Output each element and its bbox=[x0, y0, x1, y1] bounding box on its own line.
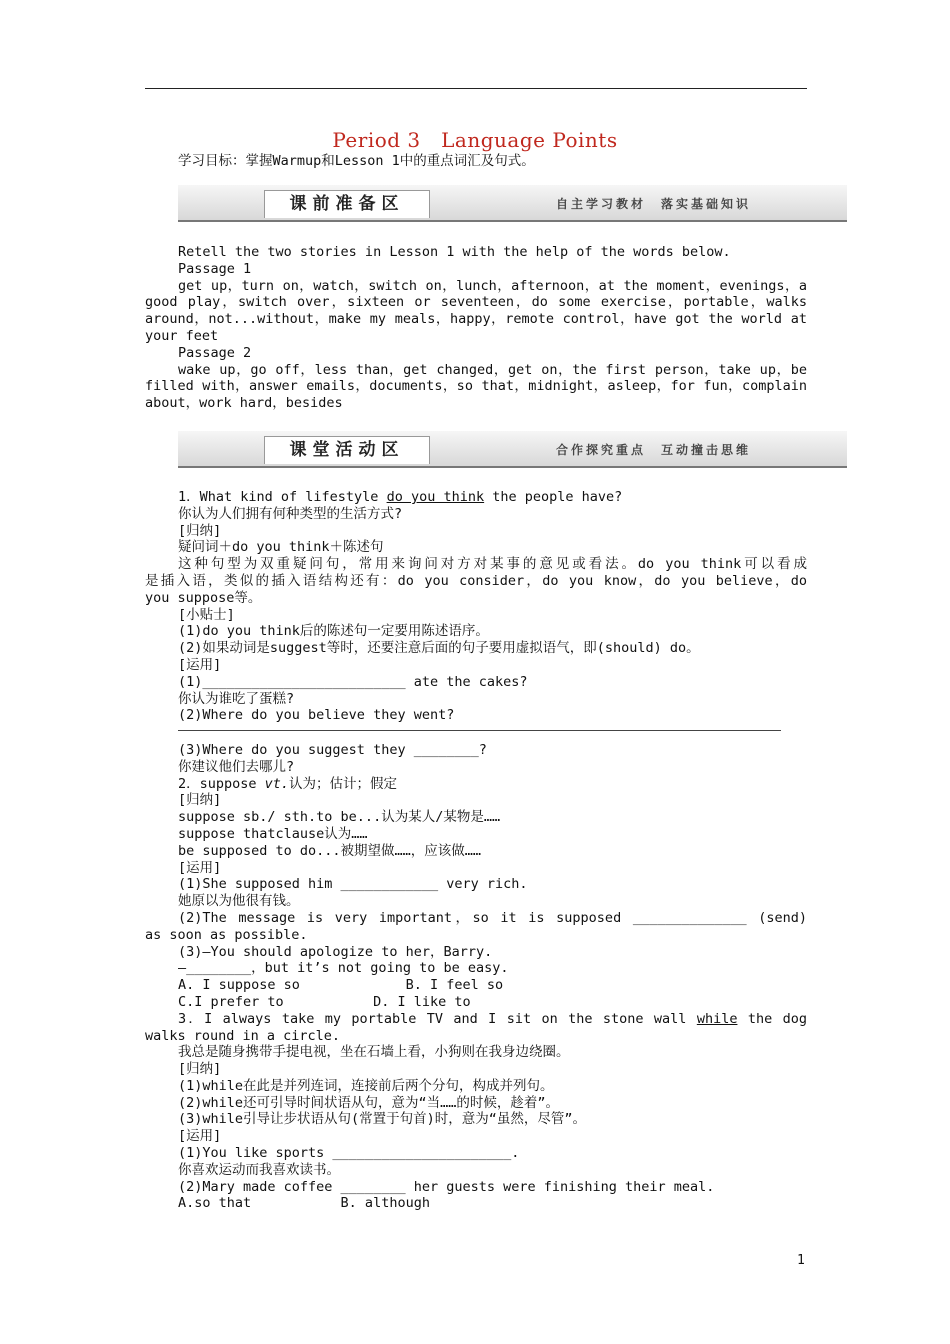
answer-options: A.so that B. although bbox=[178, 1195, 430, 1212]
banner-tab-label: 课前准备区 bbox=[264, 190, 430, 218]
explanation: (2)while还可引导时间状语从句，意为“当……的时候，趁着”。 bbox=[178, 1094, 560, 1111]
exercise: (2)Where do you believe they went? bbox=[178, 707, 455, 724]
header-rule bbox=[145, 88, 807, 89]
answer-options: A. I suppose so B. I feel so bbox=[178, 977, 504, 994]
underlined-word: while bbox=[696, 1010, 738, 1027]
pattern: be supposed to do...被期望做……，应该做…… bbox=[178, 842, 482, 859]
question-1: 1．What kind of lifestyle do you think the people have? bbox=[178, 489, 623, 505]
passage1-label: Passage 1 bbox=[178, 260, 252, 277]
tip: (2)如果动词是suggest等时，还要注意后面的句子要用虚拟语气，即(should) do。 bbox=[178, 640, 700, 657]
explanation: (3)while引导让步状语从句(常置于句首)时，意为“虽然，尽管”。 bbox=[178, 1111, 587, 1128]
explanation: 是插入语，类似的插入语结构还有：do you consider，do you know，do you believe，do bbox=[145, 572, 807, 589]
exercise: (1)She supposed him ____________ very rich. bbox=[178, 876, 528, 893]
passage2-words: about，work hard，besides bbox=[145, 395, 343, 412]
question-3-cont: walks round in a circle. bbox=[145, 1027, 341, 1044]
section-tag: [运用] bbox=[178, 1128, 222, 1145]
section-tag: [运用] bbox=[178, 656, 222, 673]
translation: 我总是随身携带手提电视，坐在石墙上看，小狗则在我身边绕圈。 bbox=[178, 1044, 570, 1061]
answer-blank-line bbox=[178, 730, 781, 742]
passage2-words: filled with，answer emails，documents，so that，midnight，asleep，for fun，complain bbox=[145, 378, 807, 395]
activity-section bbox=[145, 489, 807, 1212]
page-number: 1 bbox=[797, 1253, 805, 1268]
translation: 你认为谁吃了蛋糕? bbox=[178, 690, 295, 707]
prep-section bbox=[145, 244, 807, 412]
answer-options: C.I prefer to D. I like to bbox=[178, 993, 471, 1010]
exercise: (1)_________________________ ate the cakes? bbox=[178, 673, 528, 690]
underlined-phrase: do you think bbox=[386, 489, 485, 505]
question-3: 3．I always take my portable TV and I sit on the stone wall while the dog bbox=[178, 1010, 807, 1027]
passage1-words: good play，switch over，sixteen or seventeen，do some exercise，portable，walks bbox=[145, 294, 807, 311]
exercise: (3)Where do you suggest they ________? bbox=[178, 741, 487, 758]
section-banner-activity bbox=[178, 431, 847, 468]
translation: 你认为人们拥有何种类型的生活方式? bbox=[178, 505, 403, 522]
explanation: you suppose等。 bbox=[145, 589, 262, 606]
learning-goal: 学习目标：掌握Warmup和Lesson 1中的重点词汇及句式。 bbox=[178, 153, 535, 169]
passage1-words: your feet bbox=[145, 327, 219, 344]
pattern: suppose thatclause认为…… bbox=[178, 825, 368, 842]
passage1-words: get up，turn on，watch，switch on，lunch，afternoon，at the moment，evenings，a bbox=[178, 277, 807, 294]
banner-subtitle: 合作探究重点 互动撞击思维 bbox=[555, 443, 751, 457]
section-tag: [运用] bbox=[178, 859, 222, 876]
exercise: (2)The message is very important，so it is supposed ______________ (send) bbox=[178, 909, 807, 926]
exercise: as soon as possible. bbox=[145, 926, 308, 943]
passage2-words: wake up，go off，less than，get changed，get on，the first person，take up，be bbox=[178, 361, 807, 378]
passage2-label: Passage 2 bbox=[178, 344, 252, 361]
pattern: suppose sb./ sth.to be...认为某人/某物是…… bbox=[178, 809, 501, 826]
section-tag: [归纳] bbox=[178, 522, 222, 539]
exercise: (2)Mary made coffee ________ her guests were finishing their meal. bbox=[178, 1178, 715, 1195]
tip: (1)do you think后的陈述句一定要用陈述语序。 bbox=[178, 623, 489, 640]
exercise: (1)You like sports ______________________. bbox=[178, 1145, 520, 1162]
page-title: Period 3 Language Points bbox=[332, 128, 618, 152]
banner-tab-label: 课堂活动区 bbox=[264, 436, 430, 464]
section-banner-prep bbox=[178, 185, 847, 222]
question-2: 2．suppose vt.认为；估计；假定 bbox=[178, 775, 398, 792]
translation: 你喜欢运动而我喜欢读书。 bbox=[178, 1161, 340, 1178]
prep-intro: Retell the two stories in Lesson 1 with the help of the words below. bbox=[178, 244, 731, 260]
section-tag: [归纳] bbox=[178, 1061, 222, 1078]
exercise: (3)—You should apologize to her，Barry. bbox=[178, 943, 493, 960]
translation: 她原以为他很有钱。 bbox=[178, 893, 300, 910]
section-tag: [归纳] bbox=[178, 792, 222, 809]
passage1-words: around，not...without，make my meals，happy，remote control，have got the world at bbox=[145, 311, 807, 328]
banner-subtitle: 自主学习教材 落实基础知识 bbox=[555, 197, 751, 211]
exercise: —________，but it’s not going to be easy. bbox=[178, 960, 509, 977]
translation: 你建议他们去哪儿? bbox=[178, 758, 295, 775]
explanation: 这种句型为双重疑问句，常用来询问对方对某事的意见或看法。do you think可以看成 bbox=[178, 556, 807, 573]
explanation: (1)while在此是并列连词，连接前后两个分句，构成并列句。 bbox=[178, 1077, 554, 1094]
pattern: 疑问词＋do you think＋陈述句 bbox=[178, 539, 384, 556]
section-tag: [小贴士] bbox=[178, 606, 235, 623]
